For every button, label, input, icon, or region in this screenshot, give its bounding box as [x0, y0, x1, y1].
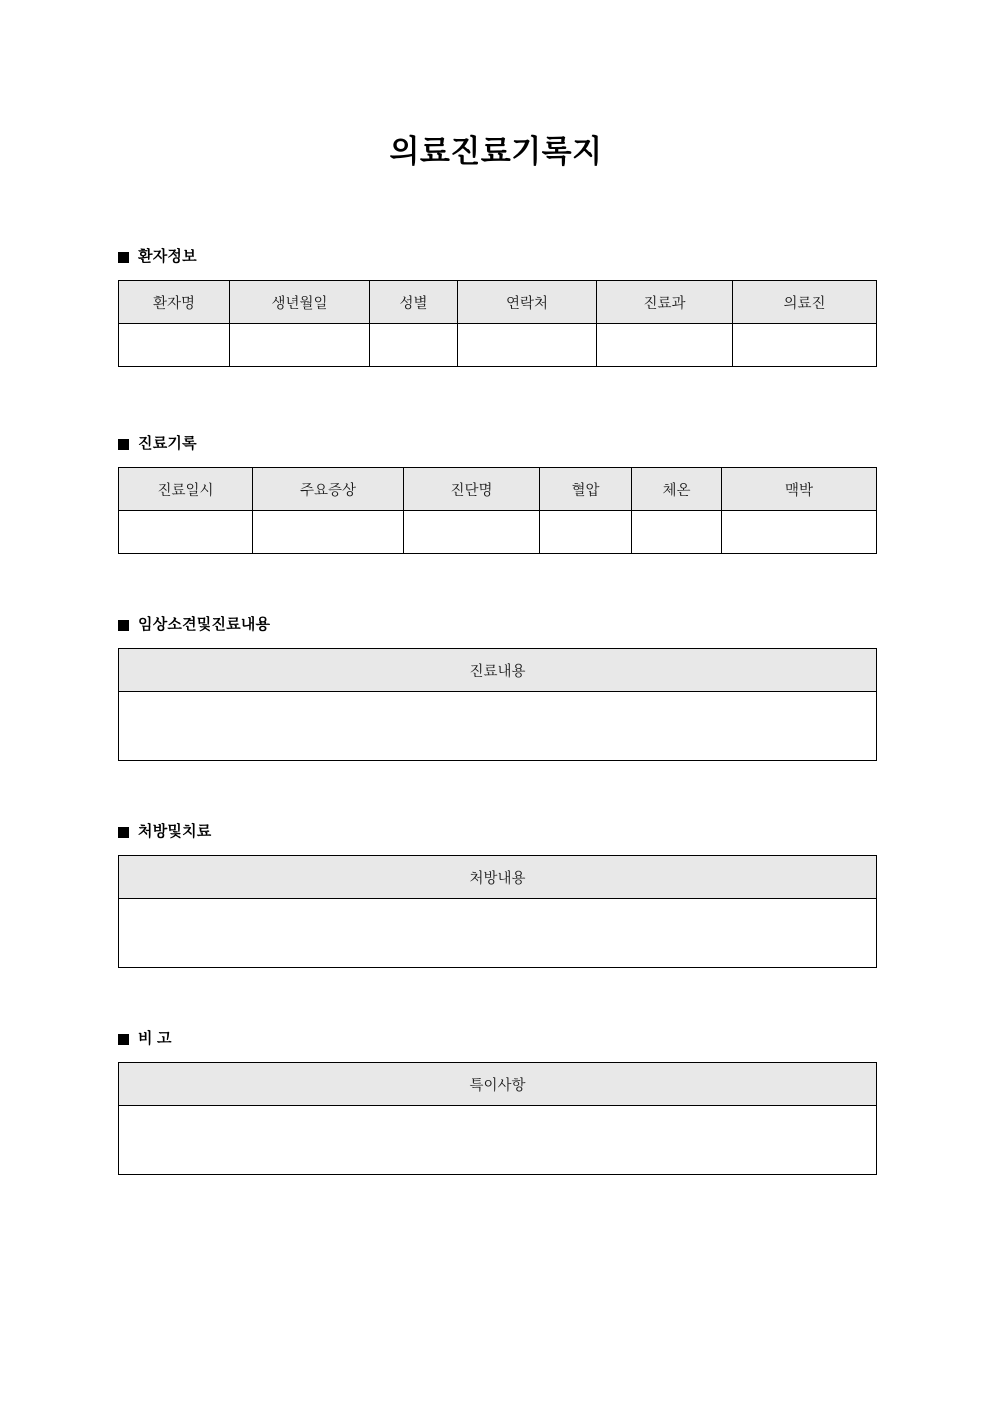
field-visit-datetime[interactable]: [119, 511, 253, 554]
table-row: [119, 324, 877, 367]
field-prescription-details[interactable]: [119, 899, 877, 968]
field-contact[interactable]: [458, 324, 597, 367]
column-header-blood-pressure: 혈압: [540, 468, 632, 511]
prescription-table: [118, 855, 877, 968]
field-department[interactable]: [597, 324, 733, 367]
section-heading-label: 처방및치료: [138, 823, 212, 841]
field-blood-pressure[interactable]: [540, 511, 632, 554]
table-header-row: [119, 1063, 877, 1106]
section-clinical-findings: [118, 616, 876, 761]
field-chief-complaint[interactable]: [253, 511, 404, 554]
table-header-row: [119, 281, 877, 324]
section-heading-patient-info: [118, 248, 876, 266]
column-header-department: 진료과: [597, 281, 733, 324]
patient-info-table: [118, 280, 877, 367]
section-heading-remarks: [118, 1030, 876, 1048]
section-remarks: [118, 1030, 876, 1175]
column-header-patient-name: 환자명: [119, 281, 230, 324]
section-heading-label: 임상소견및진료내용: [138, 616, 271, 634]
remarks-table: [118, 1062, 877, 1175]
section-treatment-record: [118, 435, 876, 554]
square-bullet-icon: [118, 439, 129, 450]
square-bullet-icon: [118, 620, 129, 631]
table-row: [119, 899, 877, 968]
column-header-contact: 연락처: [458, 281, 597, 324]
table-header-row: [119, 649, 877, 692]
field-patient-name[interactable]: [119, 324, 230, 367]
section-prescription: [118, 823, 876, 968]
field-special-notes[interactable]: [119, 1106, 877, 1175]
table-header-row: [119, 468, 877, 511]
column-header-special-notes: 특이사항: [119, 1063, 877, 1106]
clinical-findings-table: [118, 648, 877, 761]
column-header-chief-complaint: 주요증상: [253, 468, 404, 511]
section-patient-info: [118, 248, 876, 367]
column-header-visit-datetime: 진료일시: [119, 468, 253, 511]
field-diagnosis[interactable]: [404, 511, 540, 554]
table-header-row: [119, 856, 877, 899]
treatment-record-table: [118, 467, 877, 554]
section-heading-treatment-record: [118, 435, 876, 453]
section-heading-label: 진료기록: [138, 435, 197, 453]
table-row: [119, 511, 877, 554]
section-heading-clinical-findings: [118, 616, 876, 634]
square-bullet-icon: [118, 827, 129, 838]
table-row: [119, 692, 877, 761]
column-header-diagnosis: 진단명: [404, 468, 540, 511]
field-birthdate[interactable]: [230, 324, 370, 367]
section-heading-label: 환자정보: [138, 248, 197, 266]
square-bullet-icon: [118, 252, 129, 263]
column-header-prescription-details: 처방내용: [119, 856, 877, 899]
field-treatment-details[interactable]: [119, 692, 877, 761]
column-header-medical-staff: 의료진: [733, 281, 877, 324]
field-medical-staff[interactable]: [733, 324, 877, 367]
page-title: 의료진료기록지: [389, 134, 603, 169]
field-pulse[interactable]: [722, 511, 877, 554]
column-header-pulse: 맥박: [722, 468, 877, 511]
section-heading-label: 비 고: [138, 1030, 172, 1048]
table-row: [119, 1106, 877, 1175]
column-header-treatment-details: 진료내용: [119, 649, 877, 692]
column-header-gender: 성별: [370, 281, 458, 324]
field-body-temperature[interactable]: [632, 511, 722, 554]
section-heading-prescription: [118, 823, 876, 841]
column-header-body-temperature: 체온: [632, 468, 722, 511]
column-header-birthdate: 생년월일: [230, 281, 370, 324]
square-bullet-icon: [118, 1034, 129, 1045]
field-gender[interactable]: [370, 324, 458, 367]
